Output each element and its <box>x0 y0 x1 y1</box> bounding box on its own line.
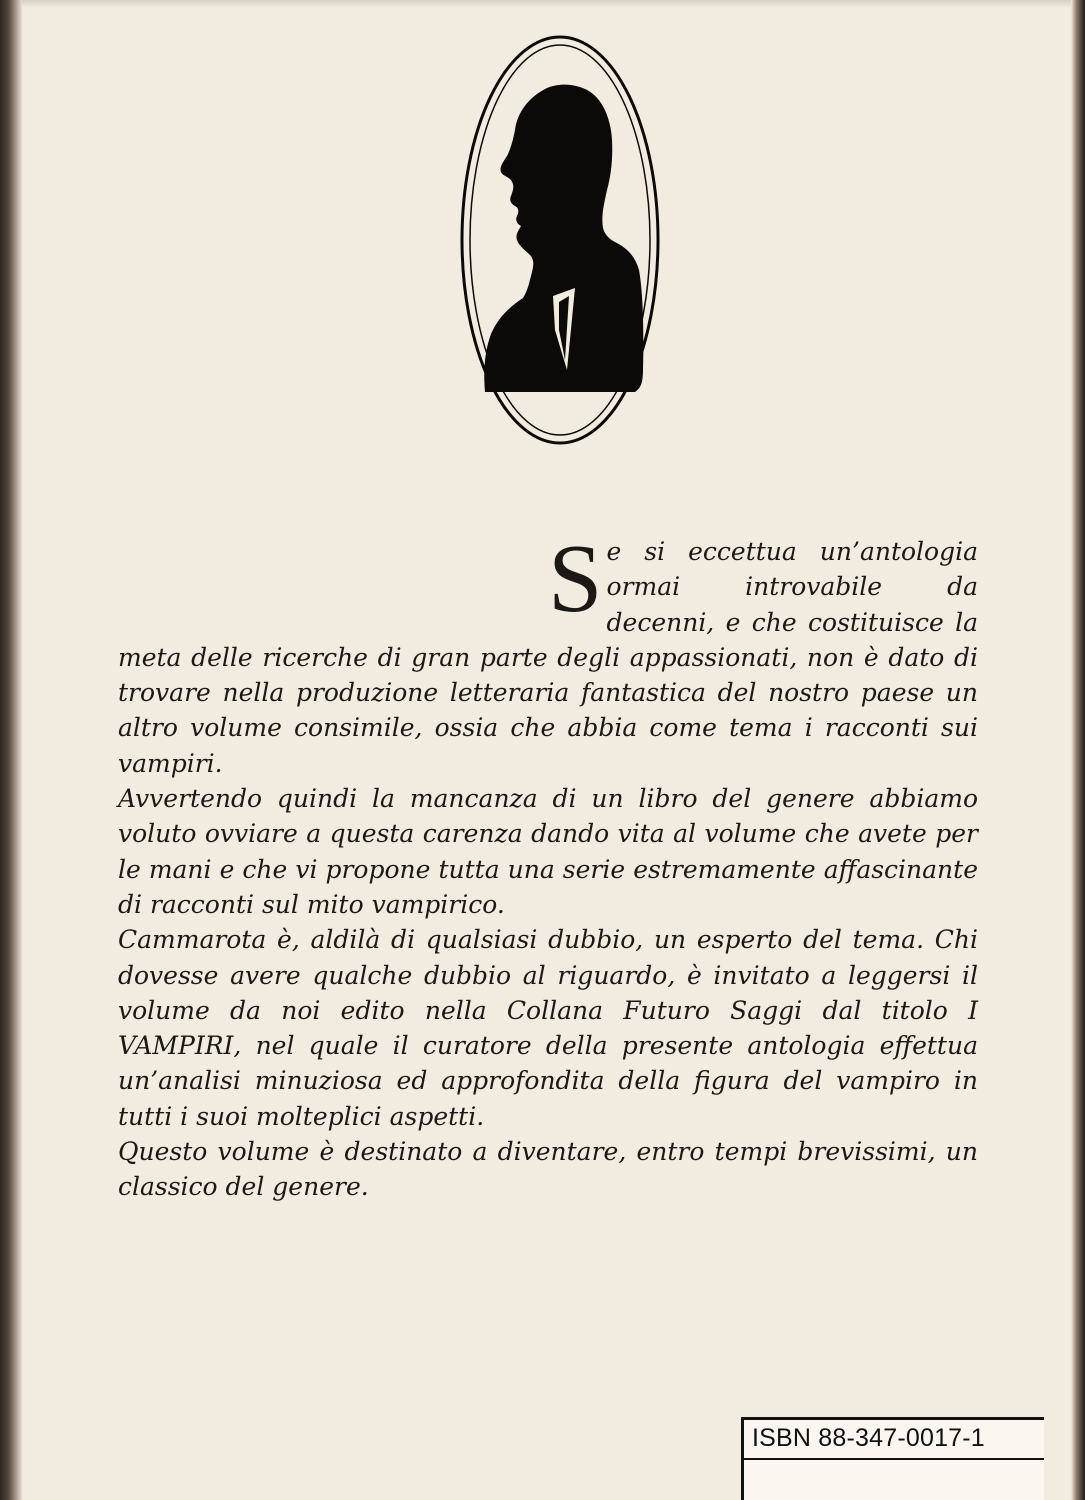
isbn-number: ISBN 88-347-0017-1 <box>752 1424 985 1452</box>
blurb-paragraph-2: Avvertendo quindi la mancanza di un libro del genere abbiamo voluto ovviare a questa carenza dando vita al volume che avete per le mani e che vi propone tutta una serie estremamente affascinante di racconti sul mito vampirico. <box>118 784 978 919</box>
blurb-paragraph-1 <box>118 525 978 781</box>
blurb-paragraph-1-text: e si eccettua un’antologia ormai introvabile da decenni, e che costituisce la meta delle ricerche di gran parte degli appassionati, non è dato di trovare nella produzione letteraria fantastica del nostro paese un altro volume consimile, ossia che abbia come tema i racconti sui vampiri. <box>118 537 978 778</box>
blurb-paragraph-4: Questo volume è destinato a diventare, entro tempi brevissimi, un classico del genere. <box>118 1137 978 1202</box>
cover-right-edge <box>1071 0 1085 1500</box>
cover-left-edge <box>0 0 22 1500</box>
isbn-box <box>741 1417 1044 1500</box>
isbn-divider <box>744 1458 1044 1460</box>
silhouette-portrait-icon <box>455 30 665 450</box>
blurb-text <box>118 525 978 1205</box>
blurb-paragraph-3: Cammarota è, aldilà di qualsiasi dubbio, un esperto del tema. Chi dovesse avere qualche dubbio al riguardo, è invitato a leggersi il volume da noi edito nella Collana Futuro Saggi dal titolo I VAMPIRI, nel quale il curatore della presente antologia effettua un’analisi minuziosa ed approfondita della figura del vampiro in tutti i suoi molteplici aspetti. <box>118 925 978 1131</box>
drop-cap: S <box>548 525 603 633</box>
cover-top-edge <box>0 0 1085 8</box>
